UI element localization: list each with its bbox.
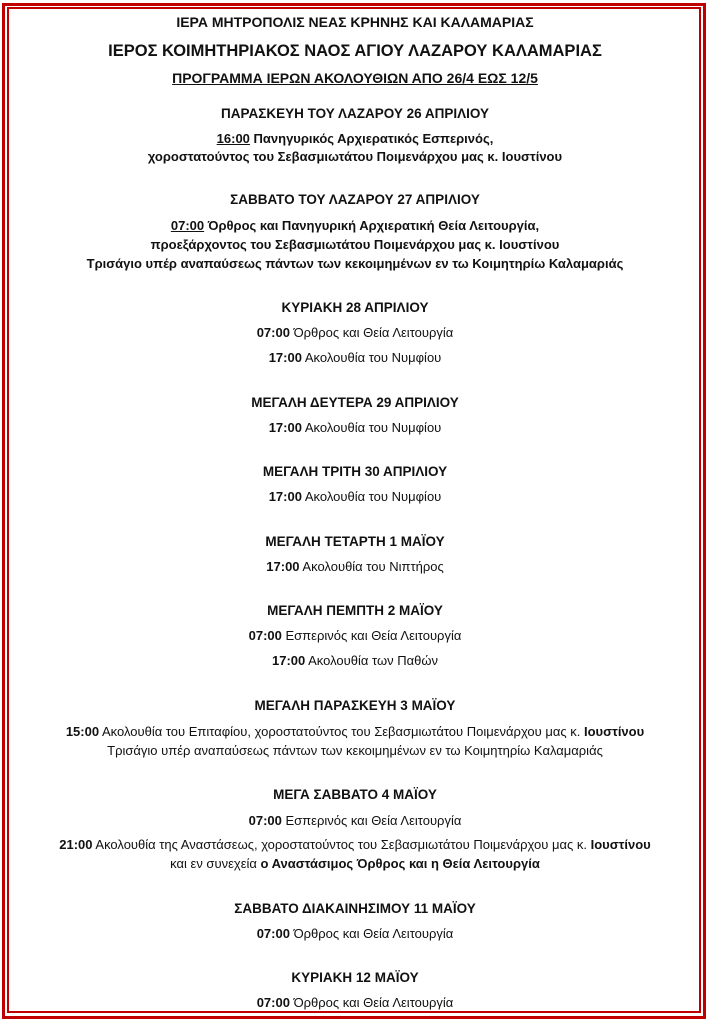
service-line <box>0 350 710 365</box>
service-time: 16:00 <box>216 131 250 146</box>
service-text: Ακολουθία των Παθών <box>305 653 439 668</box>
service-time: 07:00 <box>170 218 205 233</box>
day-title: ΠΑΡΑΣΚΕΥΗ ΤΟΥ ΛΑΖΑΡΟΥ 26 ΑΠΡΙΛΙΟΥ <box>220 106 490 121</box>
service-time: 15:00 <box>65 724 100 739</box>
day-title: ΚΥΡΙΑΚΗ 28 ΑΠΡΙΛΙΟΥ <box>281 300 429 315</box>
service-line <box>0 489 710 504</box>
service-text: Ακολουθία του Επιταφίου, χοροστατούντος του Σεβασμιωτάτου Ποιμενάρχου μας κ. <box>99 724 584 739</box>
service-text-bold: ο Αναστάσιμος Όρθρος και η Θεία Λειτουργία <box>260 856 540 871</box>
service-text: Όρθρος και Θεία Λειτουργία <box>289 926 454 941</box>
church-title: ΙΕΡΟΣ ΚΟΙΜΗΤΗΡΙΑΚΟΣ ΝΑΟΣ ΑΓΙΟΥ ΛΑΖΑΡΟΥ ΚΑΛΑΜΑΡΙΑΣ <box>108 42 602 60</box>
service-line <box>0 218 710 233</box>
service-text: Πανηγυρικός Αρχιερατικός Εσπερινός, <box>249 131 494 146</box>
day-title: ΜΕΓΑ ΣΑΒΒΑΤΟ 4 ΜΑΪΟΥ <box>273 787 437 802</box>
service-time: 07:00 <box>256 325 290 340</box>
service-line <box>0 559 710 574</box>
service-line <box>0 995 710 1010</box>
service-text: Όρθρος και Θεία Λειτουργία <box>289 995 454 1010</box>
service-line <box>0 420 710 435</box>
service-line <box>0 131 710 146</box>
program-title: ΠΡΟΓΡΑΜΜΑ ΙΕΡΩΝ ΑΚΟΛΟΥΘΙΩΝ ΑΠΟ 26/4 ΕΩΣ 12/5 <box>172 70 538 86</box>
bishop-name: Ιουστίνου <box>584 724 645 739</box>
service-line <box>0 628 710 643</box>
service-text: Εσπερινός και Θεία Λειτουργία <box>281 628 462 643</box>
metropolis-title: ΙΕΡΑ ΜΗΤΡΟΠΟΛΙΣ ΝΕΑΣ ΚΡΗΝΗΣ ΚΑΙ ΚΑΛΑΜΑΡΙΑΣ <box>176 14 534 30</box>
day-title: ΚΥΡΙΑΚΗ 12 ΜΑΪΟΥ <box>291 970 419 985</box>
service-text: Ακολουθία του Νυμφίου <box>301 350 442 365</box>
service-line: Τρισάγιο υπέρ αναπαύσεως πάντων των κεκοιμημένων εν τω Κοιμητηρίω Καλαμαριάς <box>86 256 624 271</box>
service-time: 17:00 <box>268 350 302 365</box>
day-title: ΜΕΓΑΛΗ ΠΕΜΠΤΗ 2 ΜΑΪΟΥ <box>267 603 443 618</box>
service-line <box>0 837 710 852</box>
service-line: Τρισάγιο υπέρ αναπαύσεως πάντων των κεκοιμημένων εν τω Κοιμητηρίω Καλαμαριάς <box>107 743 603 758</box>
service-time: 17:00 <box>268 489 302 504</box>
service-time: 17:00 <box>271 653 306 668</box>
service-line <box>0 325 710 340</box>
service-text: Ακολουθία της Αναστάσεως, χοροστατούντος του Σεβασμιωτάτου Ποιμενάρχου μας κ. <box>92 837 591 852</box>
service-text: Εσπερινός και Θεία Λειτουργία <box>281 813 462 828</box>
service-line <box>0 813 710 828</box>
service-text: Ακολουθία του Νυμφίου <box>301 420 442 435</box>
service-line <box>0 926 710 941</box>
service-time: 17:00 <box>268 420 302 435</box>
service-line <box>0 856 710 871</box>
day-title: ΜΕΓΑΛΗ ΤΕΤΑΡΤΗ 1 ΜΑΪΟΥ <box>265 534 445 549</box>
day-title: ΜΕΓΑΛΗ ΠΑΡΑΣΚΕΥΗ 3 ΜΑΪΟΥ <box>254 698 456 713</box>
service-time: 07:00 <box>248 628 282 643</box>
service-time: 21:00 <box>59 837 93 852</box>
service-time: 07:00 <box>256 995 290 1010</box>
service-time: 07:00 <box>256 926 290 941</box>
day-title: ΣΑΒΒΑΤΟ ΔΙΑΚΑΙΝΗΣΙΜΟΥ 11 ΜΑΪΟΥ <box>234 901 476 916</box>
day-title: ΣΑΒΒΑΤΟ ΤΟΥ ΛΑΖΑΡΟΥ 27 ΑΠΡΙΛΙΟΥ <box>230 192 480 207</box>
service-text: Όρθρος και Θεία Λειτουργία <box>289 325 454 340</box>
day-title: ΜΕΓΑΛΗ ΔΕΥΤΕΡΑ 29 ΑΠΡΙΛΙΟΥ <box>251 395 459 410</box>
service-line: προεξάρχοντος του Σεβασμιωτάτου Ποιμενάρχου μας κ. Ιουστίνου <box>150 237 560 252</box>
service-text: Όρθρος και Πανηγυρική Αρχιερατική Θεία Λειτουργία, <box>204 218 540 233</box>
service-time: 07:00 <box>248 813 282 828</box>
day-title: ΜΕΓΑΛΗ ΤΡΙΤΗ 30 ΑΠΡΙΛΙΟΥ <box>262 464 448 479</box>
service-time: 17:00 <box>266 559 300 574</box>
service-text: Ακολουθία του Νυμφίου <box>301 489 442 504</box>
service-text: και εν συνεχεία <box>170 856 261 871</box>
service-line: χοροστατούντος του Σεβασμιωτάτου Ποιμενάρχου μας κ. Ιουστίνου <box>147 149 563 164</box>
service-line <box>0 724 710 739</box>
service-text: Ακολουθία του Νιπτήρος <box>299 559 444 574</box>
service-line <box>0 653 710 668</box>
bishop-name: Ιουστίνου <box>590 837 651 852</box>
